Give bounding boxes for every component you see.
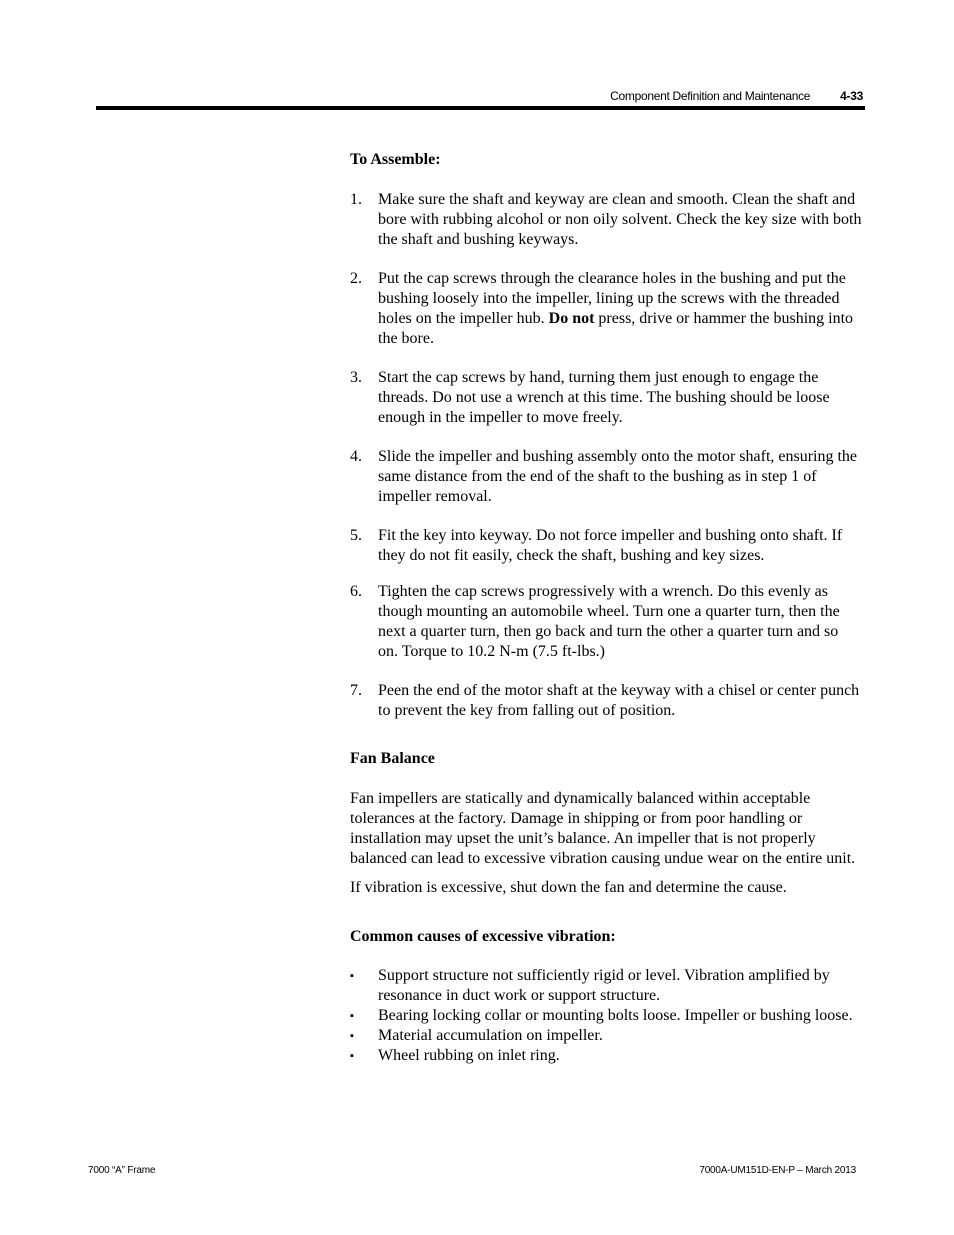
assemble-steps [350, 190, 862, 721]
step-item [350, 681, 862, 721]
step-item [350, 368, 862, 428]
assemble-heading: To Assemble: [350, 151, 441, 168]
bullet-icon: ▪ [350, 1010, 354, 1022]
bullet-icon: ▪ [350, 1030, 354, 1042]
step-item [350, 582, 862, 662]
step-number: 2. [350, 270, 362, 287]
step-number: 6. [350, 583, 362, 600]
list-item [350, 1026, 862, 1046]
step-number: 4. [350, 448, 362, 465]
fan-balance-paragraph: Fan impellers are statically and dynamically balanced within acceptable tolerances at the factory. Damage in shipping or from poor handling or installation may upset the unit’s balance. An impeller that is not properly balanced can lead to excessive vibration causing undue wear on the entire unit. [350, 790, 856, 867]
causes-heading: Common causes of excessive vibration: [350, 928, 616, 945]
step-item [350, 190, 862, 250]
step-item [350, 447, 862, 507]
bullet-icon: ▪ [350, 1050, 354, 1062]
step-number: 1. [350, 191, 362, 208]
step-text: Tighten the cap screws progressively with a wrench. Do this evenly as though mounting an automobile wheel. Turn one a quarter turn, then the next a quarter turn, then go back and turn the other a quarter turn and so on. Torque to 10.2 N-m (7.5 ft-lbs.) [378, 583, 840, 660]
step-text: Fit the key into keyway. Do not force impeller and bushing onto shaft. If they do not fit easily, check the shaft, bushing and key sizes. [378, 527, 843, 564]
step-number: 3. [350, 369, 362, 386]
running-header [610, 89, 863, 103]
list-item [350, 1046, 862, 1066]
footer-left: 7000 “A” Frame [88, 1165, 156, 1176]
step-text-part: Put the cap screws through the clearance holes in the bushing and put the bushing loosely into the impeller, lining up the screws with the threaded holes on the impeller hub. [378, 270, 846, 327]
step-item [350, 269, 862, 349]
step-text: Peen the end of the motor shaft at the keyway with a chisel or center punch to prevent the key from falling out of position. [378, 682, 860, 719]
list-item-text: Bearing locking collar or mounting bolts loose. Impeller or bushing loose. [378, 1007, 853, 1024]
step-item [350, 526, 862, 566]
step-number: 5. [350, 527, 362, 544]
step-number: 7. [350, 682, 362, 699]
footer-right: 7000A-UM151D-EN-P – March 2013 [699, 1165, 856, 1176]
step-text: Slide the impeller and bushing assembly onto the motor shaft, ensuring the same distance from the end of the shaft to the bushing as in step 1 of impeller removal. [378, 448, 858, 505]
do-not-emphasis: Do not [548, 310, 595, 327]
step-text-part: press, drive or hammer the bushing into the bore. [378, 310, 854, 347]
step-text: Make sure the shaft and keyway are clean and smooth. Clean the shaft and bore with rubbing alcohol or non oily solvent. Check the key size with both the shaft and bushing keyways. [378, 191, 862, 248]
vibration-paragraph: If vibration is excessive, shut down the fan and determine the cause. [350, 879, 787, 896]
fan-balance-heading: Fan Balance [350, 750, 435, 767]
list-item-text: Wheel rubbing on inlet ring. [378, 1047, 560, 1064]
header-section-title: Component Definition and Maintenance [610, 89, 811, 103]
list-item-text: Support structure not sufficiently rigid or level. Vibration amplified by resonance in duct work or support structure. [378, 967, 830, 1004]
page-number: 4-33 [840, 89, 863, 103]
list-item-text: Material accumulation on impeller. [378, 1027, 603, 1044]
header-rule [96, 106, 865, 110]
step-text [378, 269, 862, 349]
step-text: Start the cap screws by hand, turning them just enough to engage the threads. Do not use a wrench at this time. The bushing should be loose enough in the impeller to move freely. [378, 369, 830, 426]
page-body [350, 150, 862, 1066]
list-item [350, 966, 862, 1006]
bullet-icon: ▪ [350, 970, 354, 982]
causes-list [350, 966, 862, 1066]
list-item [350, 1006, 862, 1026]
